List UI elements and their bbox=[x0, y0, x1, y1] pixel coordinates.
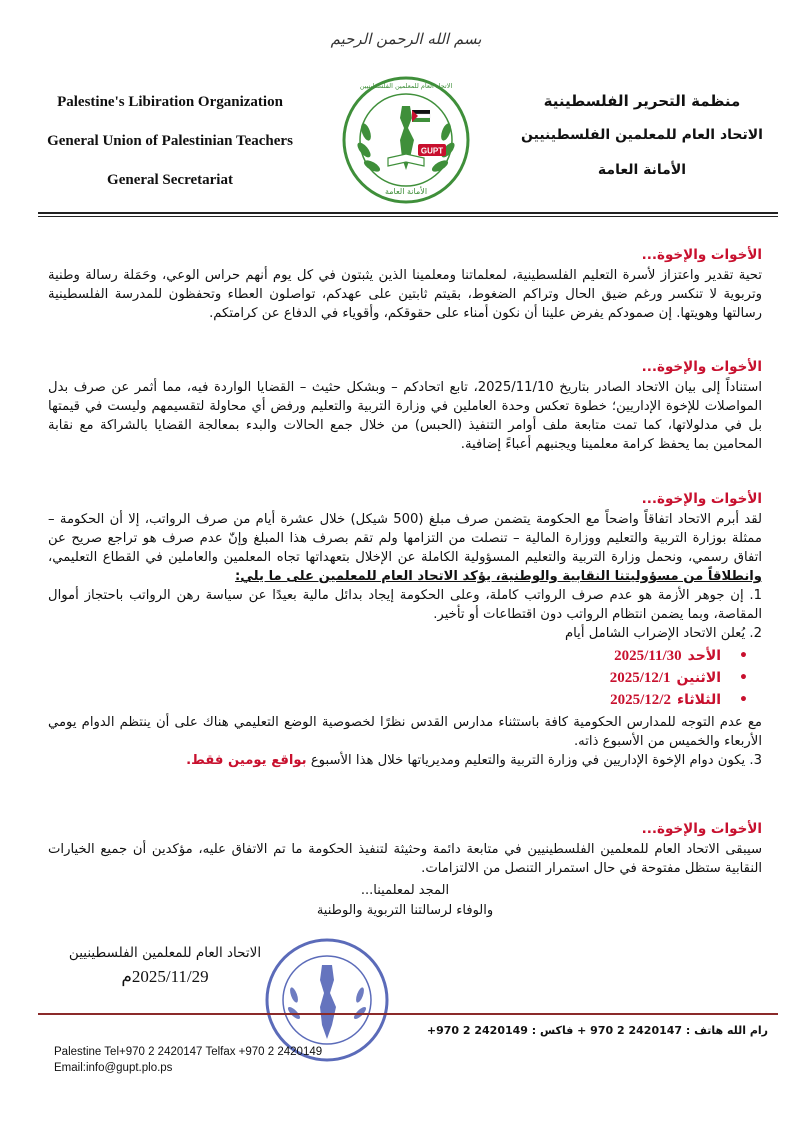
strike-days-list bbox=[48, 645, 762, 711]
section-4-text: سيبقى الاتحاد العام للمعلمين الفلسطينيين في متابعة دائمة وحثيثة لتنفيذ الحكومة ما تم الاتفاق عليه، مؤكدين أن جميع الخيارات النقابية ستظل مفتوحة في حال استمرار التنصل من الالتزامات. bbox=[48, 842, 762, 876]
section-3-point-3: 3. يكون دوام الإخوة الإداريين في وزارة التربية والتعليم ومديرياتها خلال هذا الأسبوع bbox=[310, 753, 762, 768]
secretariat-en: General Secretariat bbox=[107, 172, 233, 188]
closing-line-1: المجد لمعلمينا... bbox=[360, 883, 450, 898]
footer-contact-en: Palestine Tel+970 2 2420147 Telfax +970 2 2420149 bbox=[54, 1046, 323, 1058]
strike-day-3: • الثلاثاء2025/12/2 bbox=[48, 689, 748, 711]
union-name-ar: الاتحاد العام للمعلمين الفلسطينيين bbox=[521, 127, 763, 143]
section-1-text: تحية تقدير واعتزاز لأسرة التعليم الفلسطينية، لمعلماتنا ومعلمينا الذين يثبتون في كل يوم أنهم حراس الوعي، وحَمَلة رسالة وطنية وتربوية لا تنكسر ورغم ضيق الحال وتراكم الضغوط، بقيتم ثابتين على عهدكم، تواصلون العطاء وتحفظون للمدرسة الفلسطينية رسالتها وهويتها. إن صمودكم يفرض علينا أن نكون أمناء على حقوقكم، وأقوياء في الدفاع عن كرامتكم. bbox=[48, 268, 762, 321]
section-2-text: استناداً إلى بيان الاتحاد الصادر بتاريخ 2025/11/10، تابع اتحادكم – وبشكل حثيث – القضايا الواردة فيه، مما أثمر عن صرف بدل المواصلات للإخوة الإداريين؛ خطوة تعكس وحدة العاملين في وزارة التربية والتعليم ورفض أي محاولة لتقسيمهم وليست في قيمتها بل في مدلولاتها، كما تمت متابعة ملف أوامر التنفيذ (الحبس) من خلال جمع الحالات والبدء بمعالجة القضايا بالشراكة مع نقابة المحامين بما يحفظ كرامة معلمينا ويجنبهم أعباءً إضافية. bbox=[48, 380, 763, 452]
section-3-point-1: 1. إن جوهر الأزمة هو عدم صرف الرواتب كاملة، وعلى الحكومة إيجاد بدائل مالية بعيدًا عن سياسة رهن الرواتب باحتجاز أموال المقاصة، وبما يضمن انتظام الرواتب دون اقتطاعات أو تأخير. bbox=[48, 588, 762, 622]
section-2-heading: الأخوات والإخوة... bbox=[641, 359, 762, 375]
section-4 bbox=[48, 820, 762, 878]
footer-divider bbox=[38, 1013, 778, 1015]
signature-org: الاتحاد العام للمعلمين الفلسطينيين bbox=[68, 945, 262, 961]
section-3-point-2: 2. يُعلن الاتحاد الإضراب الشامل أيام bbox=[564, 626, 762, 641]
org-name-ar: منظمة التحرير الفلسطينية bbox=[543, 92, 741, 110]
basmala: بسم الله الرحمن الرحيم bbox=[330, 30, 482, 48]
section-1-heading: الأخوات والإخوة... bbox=[641, 247, 762, 263]
section-3-point-3-red: بواقع يومين فقط. bbox=[186, 753, 307, 768]
section-3-after-days: مع عدم التوجه للمدارس الحكومية كافة باستثناء مدارس القدس نظرًا لخصوصية الوضع التعليمي هناك على أن ينتظم الدوام يومي الأربعاء والخميس من الأسبوع ذاته. bbox=[48, 715, 762, 749]
secretariat-ar: الأمانة العامة bbox=[597, 162, 687, 178]
gupt-logo bbox=[326, 70, 486, 210]
union-name-en: General Union of Palestinian Teachers bbox=[47, 133, 293, 149]
section-1 bbox=[48, 246, 762, 323]
section-4-heading: الأخوات والإخوة... bbox=[641, 821, 762, 837]
org-name-en: Palestine's Libiration Organization bbox=[57, 94, 283, 110]
logo-bottom-text: الأمانة العامة bbox=[384, 187, 428, 196]
header-divider bbox=[38, 212, 778, 214]
strike-day-2: • الاثنين2025/12/1 bbox=[48, 667, 748, 689]
logo-arc-text: الاتحاد العام للمعلمين الفلسطينيين bbox=[359, 82, 453, 90]
section-3-emphasis: وانطلاقاً من مسؤوليتنا النقابية والوطنية، يؤكد الاتحاد العام للمعلمين على ما يلي: bbox=[235, 569, 762, 584]
footer-contact-ar: رام الله هاتف : 2420147 2 970 + فاكس : 2420149 2 970+ bbox=[426, 1024, 768, 1037]
logo-gupt-text: GUPT bbox=[420, 146, 444, 156]
closing-line-2: والوفاء لرسالتنا التربوية والوطنية bbox=[316, 903, 494, 918]
section-3-heading: الأخوات والإخوة... bbox=[641, 491, 762, 507]
footer-email[interactable]: Email:info@gupt.plo.ps bbox=[54, 1062, 173, 1074]
section-3-text: لقد أبرم الاتحاد اتفاقاً واضحاً مع الحكومة يتضمن صرف مبلغ (500 شيكل) خلال عشرة أيام من صرف الرواتب، إلا أن الحكومة – ممثلة بوزارة التربية والتعليم ووزارة المالية – تنصلت من التزامها ولم تقم بصرف هذا المبلغ وإنّ عدم صرف هو تراجع صريح عن اتفاق رسمي، ونحمل وزارة التربية والتعليم المسؤولية الكاملة عن الإخلال بتعهداتها تجاه المعلمين والعاملين في القطاع التعليمي، bbox=[48, 512, 762, 565]
header-divider-thin bbox=[38, 216, 778, 217]
signature-date: 2025/11/29م bbox=[121, 967, 209, 986]
strike-day-1: • الأحد2025/11/30 bbox=[48, 645, 748, 667]
section-2 bbox=[48, 358, 762, 454]
section-3 bbox=[48, 490, 762, 770]
